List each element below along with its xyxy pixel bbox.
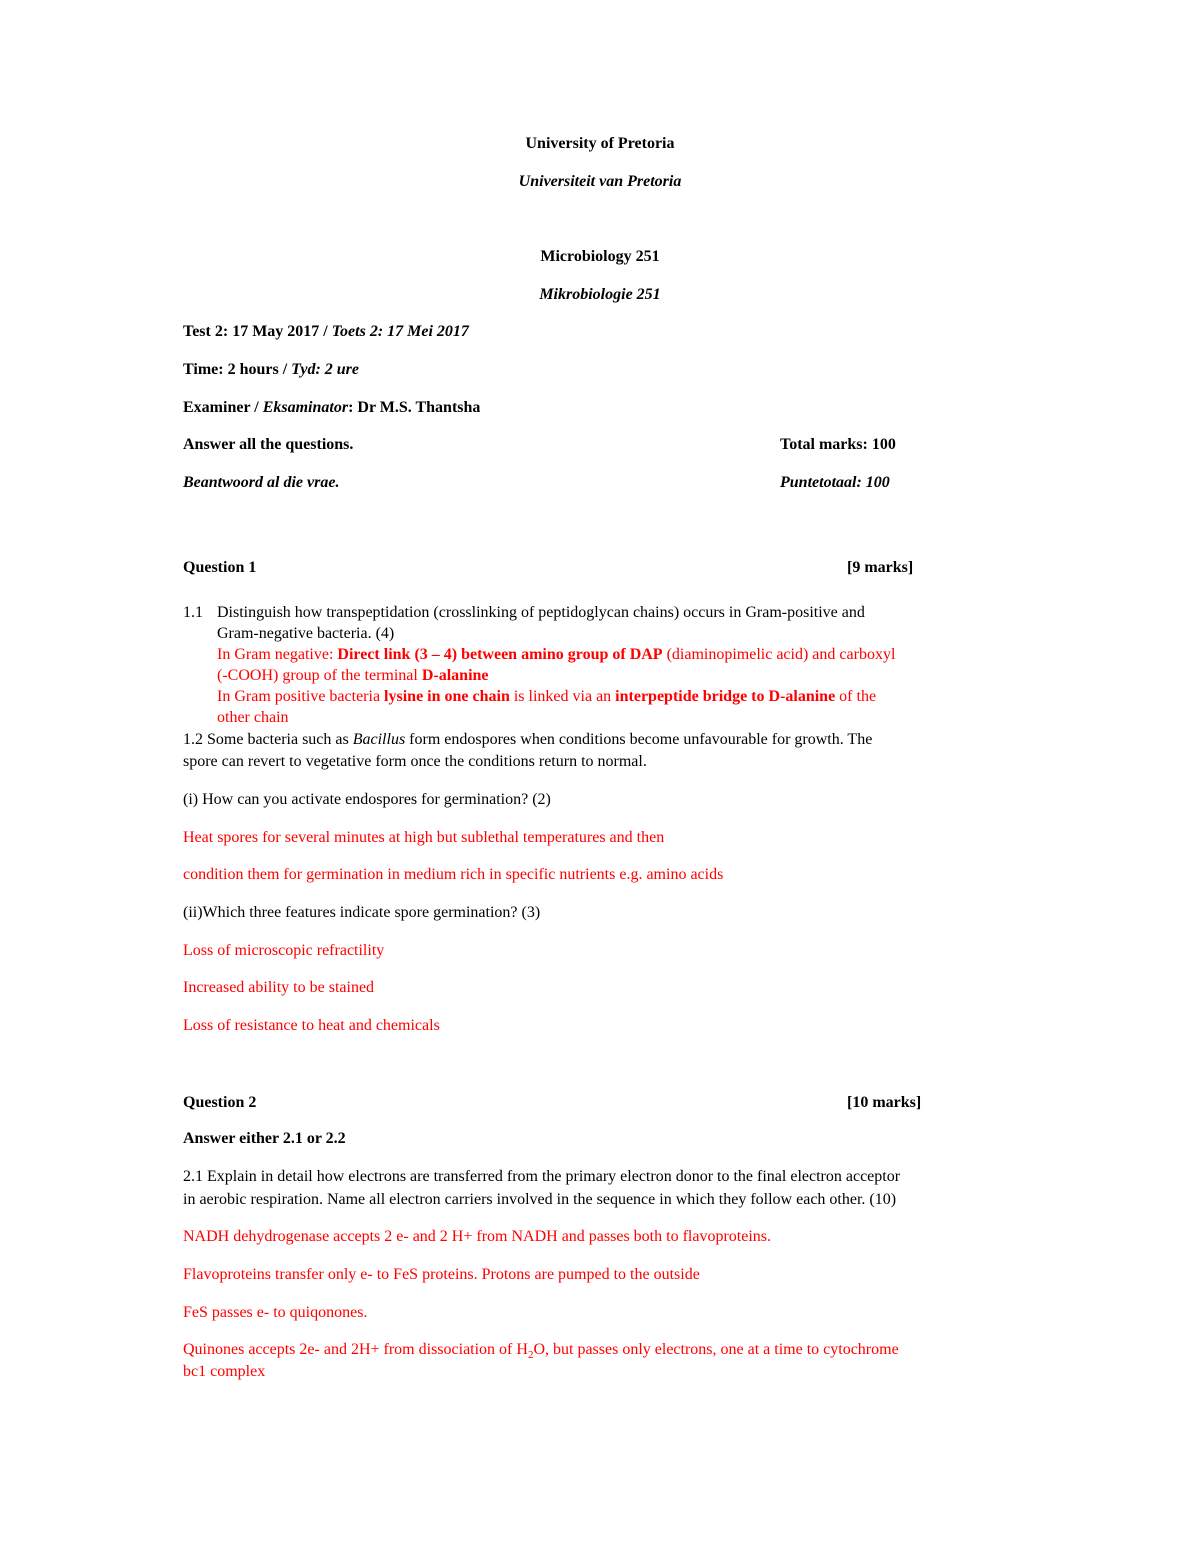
test-date-af: Toets 2: 17 Mei 2017 (331, 323, 469, 340)
answer-1-1-gram-negative-label: In Gram negative: (217, 646, 338, 663)
question-2-instruction: Answer either 2.1 or 2.2 (183, 1130, 346, 1147)
test-date-line (183, 322, 469, 342)
question-1-2-rest: form endospores when conditions become unfavourable for growth. The (405, 731, 873, 748)
answer-1-2-ii-2: Increased ability to be stained (183, 979, 375, 996)
answer-1-2-i-line1: Heat spores for several minutes at high but sublethal temperatures and then (183, 829, 665, 846)
answer-2-1-quinones-text: Quinones accepts 2e- and 2H+ from dissociation of H (183, 1341, 528, 1358)
question-2-marks: [10 marks] (847, 1094, 922, 1111)
answer-1-1-line3 (217, 687, 876, 707)
examiner-label-en: Examiner / (183, 399, 263, 416)
answer-1-1-of-the: of the (835, 688, 877, 705)
question-2-1-line1: 2.1 Explain in detail how electrons are transferred from the primary electron donor to the final electron acceptor (183, 1168, 901, 1185)
instructions-af: Beantwoord al die vrae. (183, 474, 340, 491)
question-1-2-intro: 1.2 Some bacteria such as (183, 731, 353, 748)
examiner-label-af: Eksaminator (262, 399, 349, 416)
module-title-af: Mikrobiologie 251 (539, 286, 661, 303)
total-marks-af: Puntetotaal: 100 (780, 474, 890, 491)
question-1-title: Question 1 (183, 559, 257, 576)
answer-2-1-fes: FeS passes e- to quiqonones. (183, 1304, 368, 1321)
answer-2-1-nadh: NADH dehydrogenase accepts 2 e- and 2 H+ from NADH and passes both to flavoproteins. (183, 1228, 771, 1245)
answer-1-1-line4: other chain (217, 709, 289, 726)
answer-1-1-dap-text: (diaminopimelic acid) and carboxyl (662, 646, 896, 663)
question-1-2-line2: spore can revert to vegetative form once the conditions return to normal. (183, 753, 647, 770)
question-1-2-i: (i) How can you activate endospores for germination? (2) (183, 791, 551, 808)
question-1-1-number: 1.1 (183, 604, 203, 621)
examiner-name: : Dr M.S. Thantsha (348, 399, 481, 416)
question-1-1-text-line1: Distinguish how transpeptidation (crosslinking of peptidoglycan chains) occurs in Gram-positive and (217, 604, 865, 621)
answer-1-1-cooh-text: (-COOH) group of the terminal (217, 667, 422, 684)
answer-1-1-gram-positive-label: In Gram positive bacteria (217, 688, 385, 705)
answer-2-1-quinones-rest: O, but passes only electrons, one at a time to cytochrome (533, 1341, 899, 1358)
university-title-af: Universiteit van Pretoria (518, 173, 682, 190)
question-1-marks: [9 marks] (847, 559, 914, 576)
time-af: Tyd: 2 ure (291, 361, 359, 378)
question-1-2-ii: (ii)Which three features indicate spore germination? (3) (183, 904, 541, 921)
answer-2-1-quinones-line1 (183, 1340, 899, 1360)
answer-1-2-ii-3: Loss of resistance to heat and chemicals (183, 1017, 440, 1034)
answer-1-1-linked-text: is linked via an (509, 688, 616, 705)
answer-2-1-flavoproteins: Flavoproteins transfer only e- to FeS proteins. Protons are pumped to the outside (183, 1266, 700, 1283)
instructions-en: Answer all the questions. (183, 436, 354, 453)
answer-1-1-direct-link: Direct link (3 – 4) between amino group of DAP (337, 646, 663, 663)
examiner-line (183, 398, 480, 418)
module-title-en: Microbiology 251 (540, 248, 660, 265)
answer-2-1-quinones-line2: bc1 complex (183, 1363, 266, 1380)
answer-1-1-line2 (217, 666, 489, 686)
time-line (183, 360, 359, 380)
question-1-2-bacillus: Bacillus (352, 731, 406, 748)
total-marks-en: Total marks: 100 (780, 436, 896, 453)
answer-1-1-line1 (217, 645, 895, 665)
answer-1-1-interpeptide-bridge: interpeptide bridge to D-alanine (615, 688, 836, 705)
answer-2-1-subscript: 2 (527, 1349, 534, 1362)
question-2-title: Question 2 (183, 1094, 257, 1111)
time-en: Time: 2 hours / (183, 361, 292, 378)
answer-1-1-d-alanine: D-alanine (421, 667, 489, 684)
question-1-1-text-line2: Gram-negative bacteria. (4) (217, 625, 395, 642)
answer-1-1-lysine: lysine in one chain (384, 688, 510, 705)
university-title-en: University of Pretoria (525, 135, 675, 152)
question-1-2-line1 (183, 730, 872, 750)
test-date-en: Test 2: 17 May 2017 / (183, 323, 332, 340)
question-2-1-line2: in aerobic respiration. Name all electron carriers involved in the sequence in which they follow each other. (10) (183, 1191, 897, 1208)
answer-1-2-i-line2: condition them for germination in medium rich in specific nutrients e.g. amino acids (183, 866, 724, 883)
answer-1-2-ii-1: Loss of microscopic refractility (183, 942, 385, 959)
